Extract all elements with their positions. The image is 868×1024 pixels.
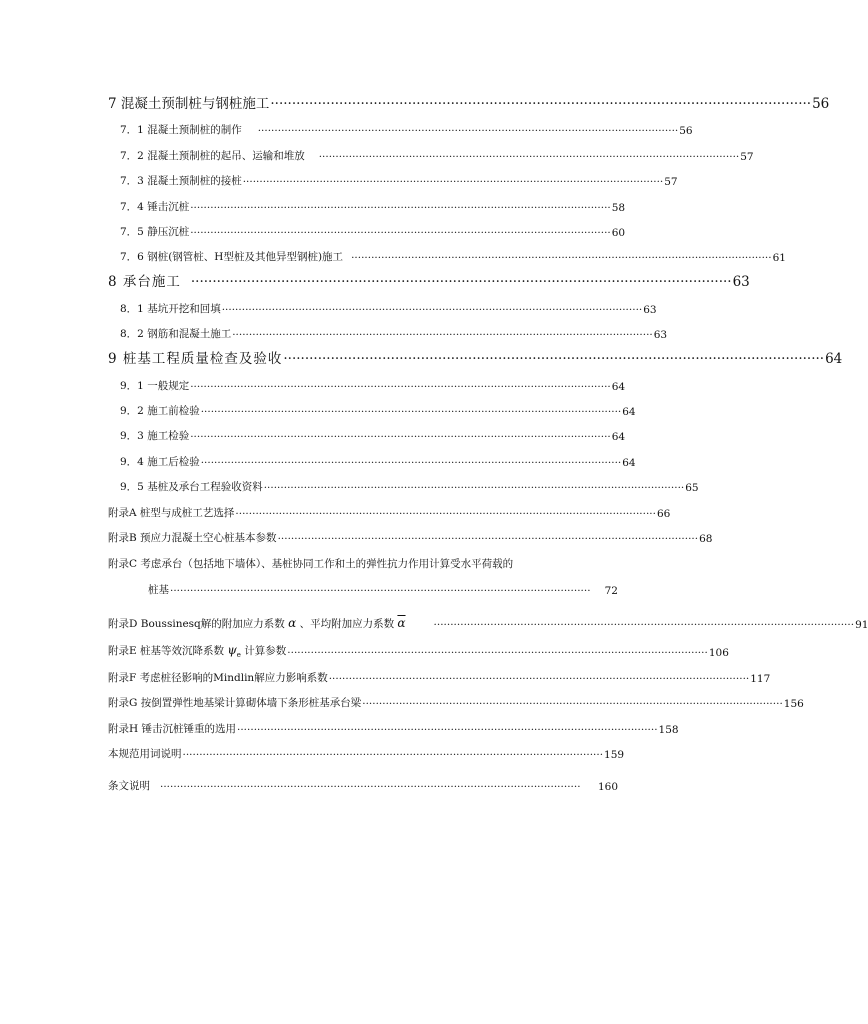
toc-page: 156 [783, 698, 804, 711]
leader-dots: ······························································································································ [263, 482, 685, 495]
toc-title-line2: 桩基 [148, 584, 169, 597]
toc-title: 附录A 桩型与成桩工艺选择 [108, 506, 235, 519]
toc-page: 64 [622, 456, 636, 469]
toc-title: 9．2 施工前检验 [120, 404, 200, 417]
toc-title: 9．4 施工后检验 [120, 455, 200, 468]
leader-dots: ······························································································································ [190, 226, 611, 239]
toc-page: 63 [732, 274, 750, 291]
toc-title: 附录F 考虑桩径影响的Mindlin解应力影响系数 [108, 671, 328, 684]
toc-title-prefix: 附录D Boussinesq解的附加应力系数 [108, 618, 285, 631]
toc-title: 9．3 施工检验 [120, 430, 190, 443]
toc-page: 64 [611, 380, 626, 393]
leader-dots: ······························································································································ [170, 585, 591, 598]
psi-subscript: e [236, 651, 241, 660]
toc-page: 61 [772, 252, 786, 265]
toc-title: 7．2 混凝土预制桩的起吊、运输和堆放 [120, 149, 305, 162]
toc-page: 63 [643, 303, 657, 316]
toc-title: 本规范用词说明 [108, 748, 182, 761]
toc-appendix-e[interactable] [108, 631, 729, 660]
toc-page: 58 [611, 201, 626, 214]
toc-title: 7．4 锤击沉桩 [120, 200, 190, 213]
toc-page: 91 [855, 619, 868, 632]
leader-dots: ······························································································································ [257, 125, 679, 138]
toc-appendix-d[interactable] [108, 597, 868, 632]
toc-chapter-8[interactable] [108, 264, 750, 291]
leader-dots: ······························································································································ [190, 380, 611, 393]
toc-title: 附录G 按倒置弹性地基梁计算砌体墙下条形桩基承台梁 [108, 697, 362, 710]
toc-page: 72 [604, 585, 618, 598]
leader-dots: ······························································································································ [318, 150, 740, 163]
leader-dots: ······························································································································ [200, 456, 622, 469]
toc-chapter-7[interactable] [108, 86, 830, 112]
toc-page: 64 [611, 431, 626, 444]
toc-page: 117 [750, 672, 771, 685]
toc-page: 56 [679, 125, 693, 138]
leader-dots: ······························································································································ [232, 329, 653, 342]
leader-dots: ······························································································································ [235, 507, 656, 520]
toc-title: 7 混凝土预制桩与钢桩施工 [108, 96, 270, 112]
toc-item-7-4[interactable] [108, 188, 626, 214]
toc-title: 8．2 钢筋和混凝土施工 [120, 328, 232, 341]
toc-title: 8 承台施工 [108, 274, 181, 291]
leader-dots: ······························································································································ [221, 303, 643, 316]
toc-title: 7．5 静压沉桩 [120, 225, 190, 238]
toc-title [108, 616, 406, 631]
toc-title: 9．5 基桩及承台工程验收资料 [120, 481, 263, 494]
toc-title: 9 桩基工程质量检查及验收 [108, 351, 283, 368]
toc-usage-notes[interactable] [108, 736, 625, 762]
toc-appendix-c[interactable] [108, 545, 618, 571]
leader-dots: ······························································································································ [351, 252, 772, 265]
toc-title: 条文说明 [108, 780, 150, 793]
toc-title: 附录B 预应力混凝土空心桩基本参数 [108, 532, 277, 545]
toc-page: 64 [622, 405, 636, 418]
leader-dots: ······························································································································ [433, 619, 855, 632]
toc-item-9-2[interactable] [108, 393, 636, 418]
toc-title-line1: 附录C 考虑承台（包括地下墙体）、基桩协同工作和土的弹性抗力作用计算受水平荷载的 [108, 558, 514, 571]
toc-title: 7．3 混凝土预制桩的接桩 [120, 175, 242, 188]
toc-page: 159 [604, 749, 625, 762]
toc-item-8-2[interactable] [108, 316, 668, 342]
toc-page: 68 [699, 533, 713, 546]
alpha-symbol: α [288, 616, 297, 631]
toc-appendix-c-cont[interactable] [108, 571, 618, 597]
toc-appendix-g[interactable] [108, 685, 804, 711]
toc-page: 160 [597, 781, 618, 794]
toc-item-7-5[interactable] [108, 214, 626, 239]
toc-appendix-a[interactable] [108, 494, 671, 520]
toc-item-7-2[interactable] [108, 137, 754, 163]
toc-item-7-6[interactable] [108, 239, 786, 265]
table-of-contents [108, 86, 868, 794]
toc-page: 64 [825, 351, 843, 368]
leader-dots: ······························································································································ [283, 351, 825, 368]
toc-title: 9．1 一般规定 [120, 379, 190, 392]
toc-title: 附录H 锤击沉桩锤重的选用 [108, 722, 236, 735]
toc-item-9-5[interactable] [108, 469, 699, 495]
toc-page: 60 [611, 226, 626, 239]
leader-dots: ······························································································································ [362, 698, 783, 711]
toc-item-9-4[interactable] [108, 443, 636, 469]
toc-item-8-1[interactable] [108, 290, 657, 316]
toc-page: 65 [685, 482, 699, 495]
toc-page: 57 [740, 150, 754, 163]
toc-title-mid: 、平均附加应力系数 [299, 618, 395, 631]
leader-dots: ······························································································································ [190, 274, 732, 291]
leader-dots: ······························································································································ [200, 405, 622, 418]
toc-title: 7．6 钢桩(钢管桩、H型桩及其他异型钢桩)施工 [120, 251, 344, 264]
toc-item-7-1[interactable] [108, 112, 693, 138]
toc-title: 7．1 混凝土预制桩的制作 [120, 124, 242, 137]
toc-explanation[interactable] [108, 761, 618, 793]
leader-dots: ······························································································································ [160, 781, 581, 794]
toc-item-7-3[interactable] [108, 163, 678, 189]
leader-dots: ······························································································································ [190, 201, 611, 214]
toc-page: 66 [656, 507, 671, 520]
toc-title-prefix: 附录E 桩基等效沉降系数 [108, 645, 225, 658]
toc-appendix-b[interactable] [108, 520, 713, 546]
toc-item-9-3[interactable] [108, 418, 626, 444]
toc-page: 56 [812, 96, 830, 112]
leader-dots: ······························································································································ [328, 672, 750, 685]
toc-page: 106 [708, 647, 729, 660]
toc-title: 8．1 基坑开挖和回填 [120, 302, 221, 315]
toc-appendix-h[interactable] [108, 710, 679, 736]
leader-dots: ······························································································································ [237, 723, 658, 736]
toc-page: 63 [653, 329, 668, 342]
leader-dots: ······························································································································ [270, 96, 812, 112]
toc-chapter-9[interactable] [108, 341, 843, 368]
toc-title [108, 643, 286, 659]
toc-appendix-f[interactable] [108, 659, 771, 685]
leader-dots: ······························································································································ [182, 749, 604, 762]
leader-dots: ······························································································································ [277, 533, 699, 546]
leader-dots: ······························································································································ [287, 647, 708, 660]
leader-dots: ······························································································································ [242, 176, 664, 189]
toc-page: 57 [664, 176, 678, 189]
toc-item-9-1[interactable] [108, 367, 626, 393]
leader-dots: ······························································································································ [190, 431, 611, 444]
toc-title-suffix: 计算参数 [244, 645, 287, 658]
toc-page: 158 [658, 723, 679, 736]
alpha-bar-symbol: $\overline{\alpha}$ [397, 616, 406, 631]
psi-symbol: ψ [227, 643, 237, 658]
